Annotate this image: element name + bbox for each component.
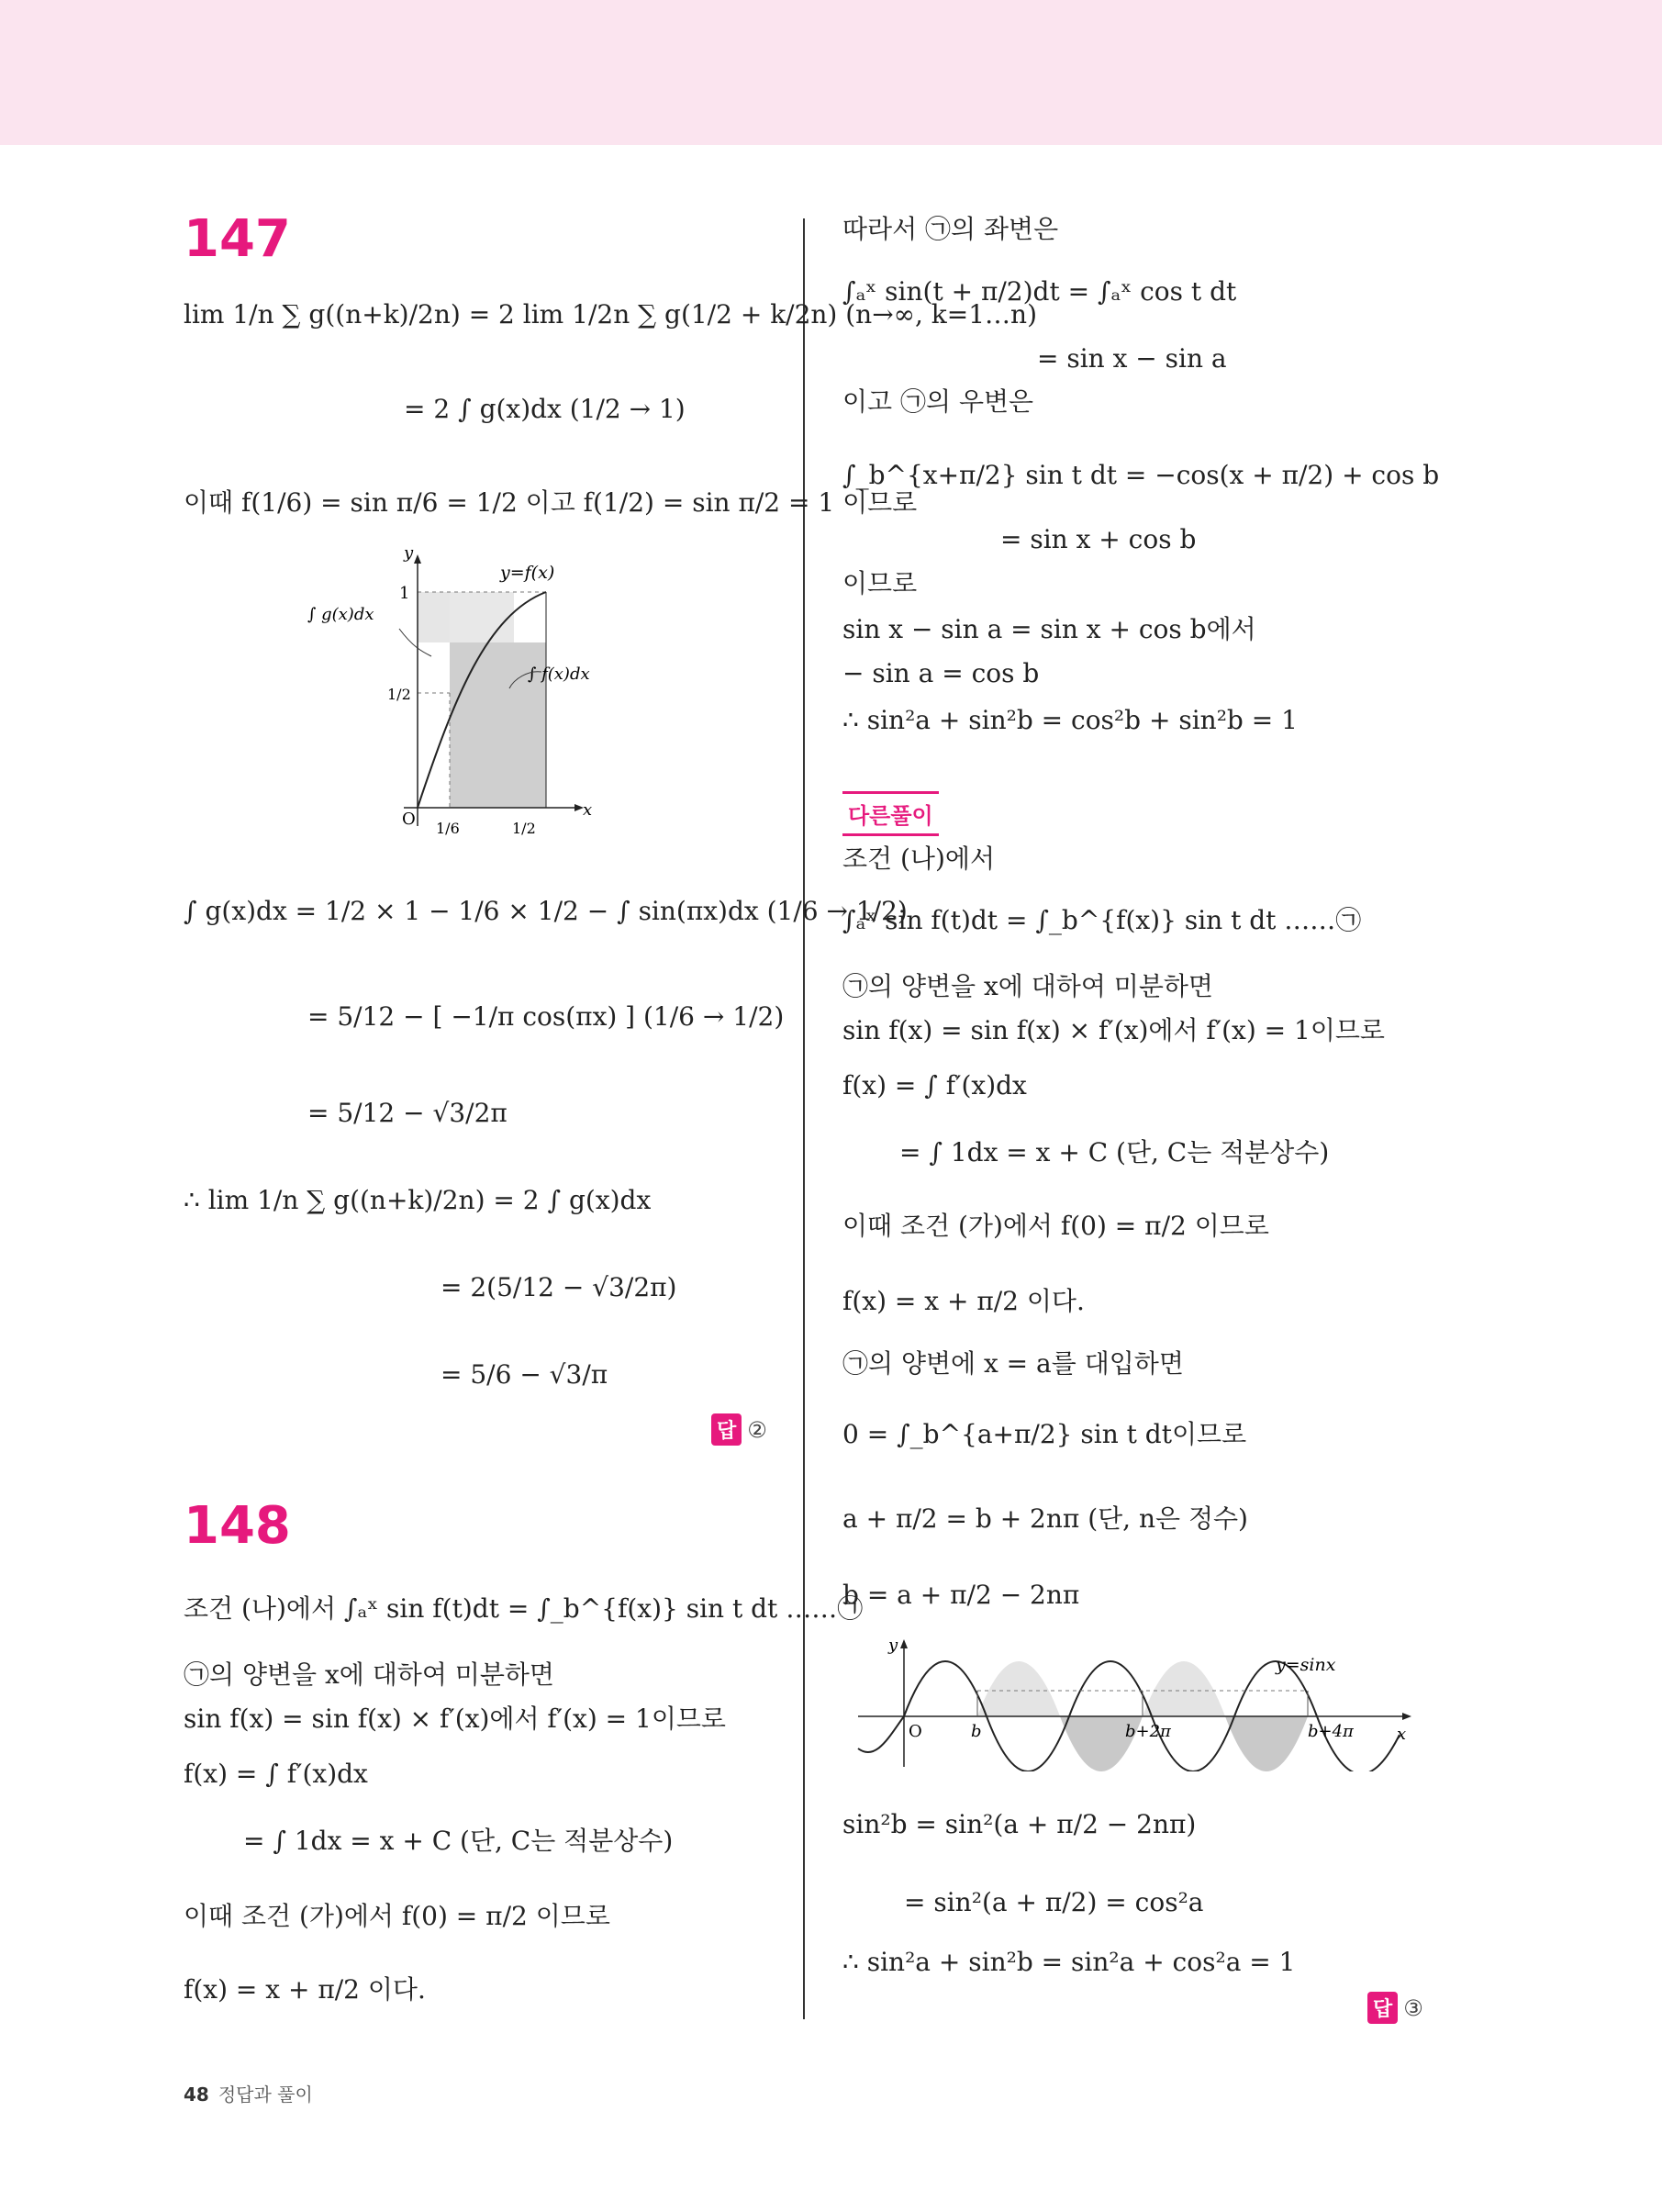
p148-alt-11: a + π/2 = b + 2nπ (단, n은 정수) <box>842 1503 1248 1534</box>
answer-label: 답 <box>711 1413 742 1446</box>
p148-answer <box>1367 1992 1423 2024</box>
p147-line-2: = 2 ∫ g(x)dx (1/2 → 1) <box>404 394 686 424</box>
answer-value: ② <box>747 1416 767 1443</box>
p148-line-6: 이때 조건 (가)에서 f(0) = π/2 이므로 <box>184 1901 610 1931</box>
graph-tick-one: 1 <box>399 584 410 603</box>
p148-alt-6: = ∫ 1dx = x + C (단, C는 적분상수) <box>899 1137 1330 1167</box>
p148-right-4: 이고 ㉠의 우변은 <box>842 386 1034 417</box>
p148-line-2: ㉠의 양변을 x에 대하여 미분하면 <box>184 1659 554 1690</box>
graph-tick-half: 1/2 <box>387 686 411 703</box>
problem-148-number: 148 <box>184 1496 291 1556</box>
p148-final-1: sin²b = sin²(a + π/2 − 2nπ) <box>842 1809 1197 1839</box>
graph-origin: O <box>402 810 416 829</box>
p148-alt-5: f(x) = ∫ f′(x)dx <box>842 1070 1027 1100</box>
p148-line-1: 조건 (나)에서 ∫ₐˣ sin f(t)dt = ∫_b^{f(x)} sin t dt ……㉠ <box>184 1593 864 1624</box>
wave-curve-label: y=sinx <box>1276 1655 1336 1675</box>
p148-line-5: = ∫ 1dx = x + C (단, C는 적분상수) <box>243 1826 674 1856</box>
p148-alt-1: 조건 (나)에서 <box>842 843 995 874</box>
p147-graph <box>303 542 597 858</box>
graph-tick-sixth: 1/6 <box>436 820 460 837</box>
p148-alt-8: f(x) = x + π/2 이다. <box>842 1286 1085 1316</box>
p147-line-8: = 2(5/12 − √3/2π) <box>441 1272 677 1302</box>
p148-right-8: sin x − sin a = sin x + cos b에서 <box>842 614 1256 644</box>
p147-line-6: = 5/12 − √3/2π <box>307 1098 508 1128</box>
p148-right-2: ∫ₐˣ sin(t + π/2)dt = ∫ₐˣ cos t dt <box>842 276 1237 307</box>
p148-right-6: = sin x + cos b <box>1000 524 1197 554</box>
p147-line-3: 이때 f(1/6) = sin π/6 = 1/2 이고 f(1/2) = sin π/2 = 1 이므로 <box>184 487 918 518</box>
p148-final-3: ∴ sin²a + sin²b = sin²a + cos²a = 1 <box>842 1947 1296 1977</box>
graph-x-axis: x <box>583 800 593 820</box>
page-number: 48 <box>184 2084 209 2106</box>
answer-label: 답 <box>1367 1992 1398 2024</box>
alt-solution-label: 다른풀이 <box>842 791 939 836</box>
p147-line-1: lim 1/n ∑ g((n+k)/2n) = 2 lim 1/2n ∑ g(1/2 + k/2n) (n→∞, k=1…n) <box>184 299 1038 330</box>
wave-tick-b: b <box>971 1722 982 1741</box>
graph-y-axis: y <box>404 543 414 563</box>
wave-tick-b2: b+2π <box>1125 1722 1171 1741</box>
p148-final-2: = sin²(a + π/2) = cos²a <box>904 1887 1204 1917</box>
p148-alt-9: ㉠의 양변에 x = a를 대입하면 <box>842 1348 1184 1379</box>
p148-sine-graph <box>853 1634 1422 1771</box>
p148-line-3: sin f(x) = sin f(x) × f′(x)에서 f′(x) = 1이므로 <box>184 1704 726 1734</box>
wave-tick-b4: b+4π <box>1308 1722 1354 1741</box>
graph-f-integral-label: ∫ f(x)dx <box>528 665 590 684</box>
p147-line-4: ∫ g(x)dx = 1/2 × 1 − 1/6 × 1/2 − ∫ sin(πx)dx (1/6 → 1/2) <box>184 896 908 926</box>
header-band <box>0 0 1662 145</box>
p148-right-5: ∫_b^{x+π/2} sin t dt = −cos(x + π/2) + cos b <box>842 460 1440 490</box>
graph-g-integral-label: ∫ g(x)dx <box>307 605 374 624</box>
p148-right-1: 따라서 ㉠의 좌변은 <box>842 214 1059 244</box>
problem-147-number: 147 <box>184 209 291 269</box>
p148-alt-12: b = a + π/2 − 2nπ <box>842 1580 1080 1610</box>
p148-right-9: − sin a = cos b <box>842 658 1040 688</box>
wave-x-axis: x <box>1397 1725 1407 1744</box>
p148-right-10: ∴ sin²a + sin²b = cos²b + sin²b = 1 <box>842 705 1298 735</box>
graph-tick-half-x: 1/2 <box>512 820 536 837</box>
p148-alt-10: 0 = ∫_b^{a+π/2} sin t dt이므로 <box>842 1419 1247 1449</box>
wave-y-axis: y <box>888 1636 898 1655</box>
answer-value: ③ <box>1403 1994 1423 2021</box>
p148-line-4: f(x) = ∫ f′(x)dx <box>184 1759 368 1789</box>
p148-right-7: 이므로 <box>842 568 918 598</box>
wave-origin: O <box>909 1722 922 1741</box>
p147-line-5: = 5/12 − [ −1/π cos(πx) ] (1/6 → 1/2) <box>307 1001 785 1032</box>
p148-alt-2: ∫ₐˣ sin f(t)dt = ∫_b^{f(x)} sin t dt ……㉠ <box>842 905 1362 935</box>
p148-alt-3: ㉠의 양변을 x에 대하여 미분하면 <box>842 971 1213 1001</box>
p148-alt-7: 이때 조건 (가)에서 f(0) = π/2 이므로 <box>842 1211 1269 1241</box>
p147-line-7: ∴ lim 1/n ∑ g((n+k)/2n) = 2 ∫ g(x)dx <box>184 1185 652 1215</box>
p147-answer <box>711 1413 767 1446</box>
page-footer <box>184 2080 313 2106</box>
p148-right-3: = sin x − sin a <box>1037 343 1227 374</box>
p148-alt-4: sin f(x) = sin f(x) × f′(x)에서 f′(x) = 1이므로 <box>842 1015 1385 1045</box>
footer-title: 정답과 풀이 <box>218 2084 313 2106</box>
p148-line-7: f(x) = x + π/2 이다. <box>184 1974 426 2005</box>
p147-line-9: = 5/6 − √3/π <box>441 1359 608 1390</box>
graph-curve-label: y=f(x) <box>500 563 555 583</box>
